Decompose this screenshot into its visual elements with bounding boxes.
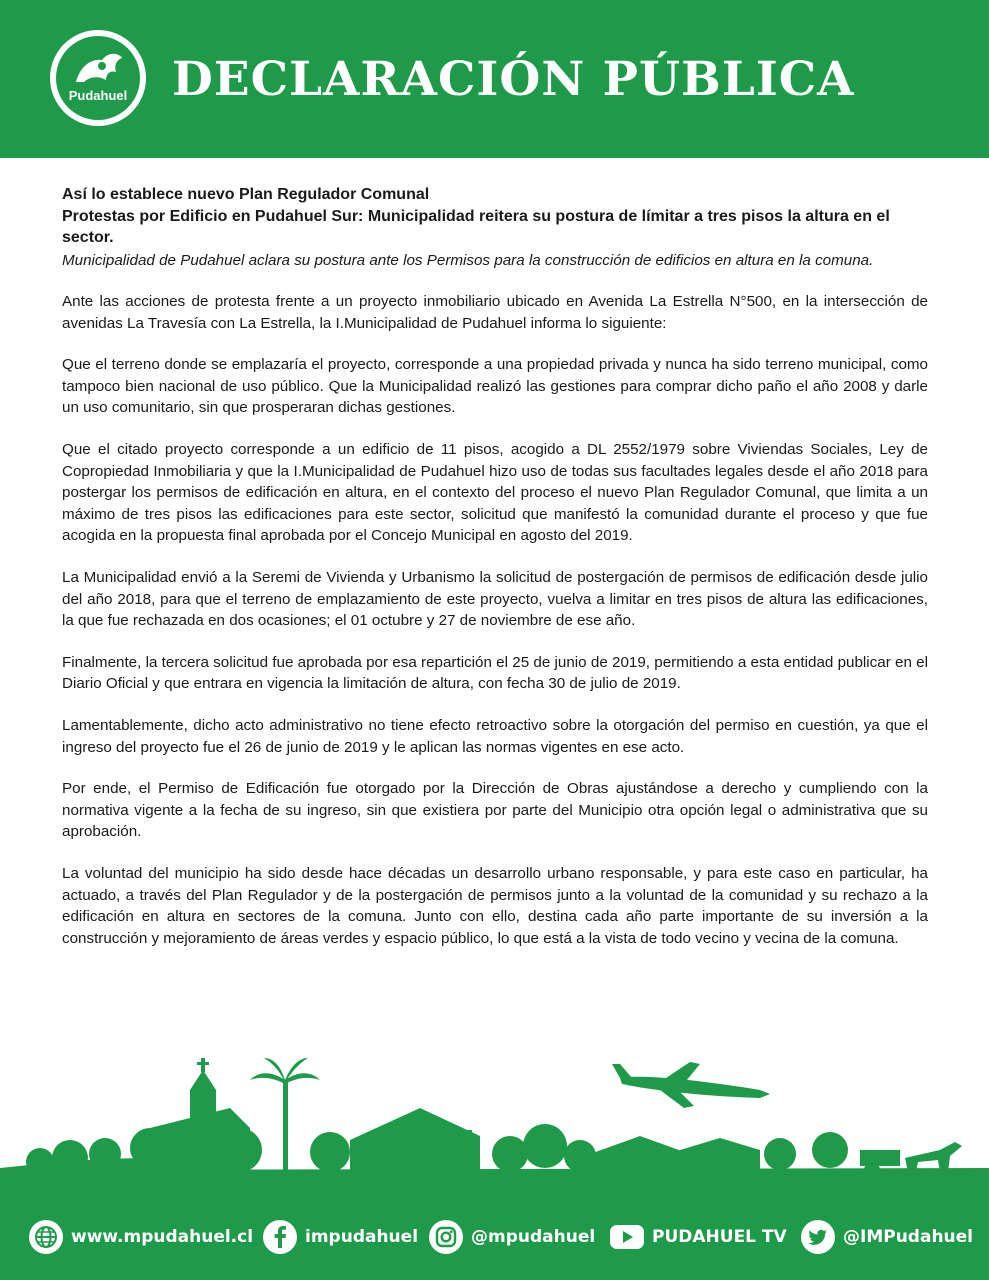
footer-youtube-link[interactable]: [609, 1217, 787, 1257]
footer-twitter-link[interactable]: [800, 1217, 973, 1257]
paragraph-1: Ante las acciones de protesta frente a un proyecto inmobiliario ubicado en Avenida La Estrella N°500, en la intersección de avenidas La Travesía con La Estrella, la I.Municipalidad de Pudahuel informa lo siguiente:: [62, 293, 928, 332]
paragraph-3: Que el citado proyecto corresponde a un edificio de 11 pisos, acogido a DL 2552/1979 sobre Viviendas Sociales, Ley de Copropiedad Inmobiliaria y que la I.Municipalidad de Pudahuel hizo uso de todas sus facultades legales desde el año 2018 para postergar los permisos de edificación en altura, en el contexto del proceso el nuevo Plan Regulador Comunal, que limita a un máximo de tres pisos las edificaciones para este sector, solicitud que manifestó la comunidad durante el proceso y que fue acogida en la propuesta final aprobada por el Concejo Municipal en agosto del 2019.: [62, 441, 928, 545]
youtube-icon: [609, 1219, 645, 1255]
footer-bar: [0, 1195, 989, 1280]
paragraph-5: Finalmente, la tercera solicitud fue aprobada por esa repartición el 25 de junio de 2019, permitiendo a esta entidad publicar en el Diario Oficial y que entrara en vigencia la limitación de altura, con fecha 30 de julio de 2019.: [62, 653, 928, 693]
article-lead: Municipalidad de Pudahuel aclara su postura ante los Permisos para la construcción de edificios en altura en la comuna.: [62, 251, 874, 269]
facebook-icon: [262, 1219, 298, 1255]
article-subtitle: Así lo establece nuevo Plan Regulador Comunal: [62, 186, 430, 203]
footer-twitter-label: @IMPudahuel: [843, 1227, 974, 1247]
globe-icon: [28, 1219, 64, 1255]
article-body: [62, 184, 928, 949]
footer-website-label: www.mpudahuel.cl: [71, 1227, 254, 1247]
footer-website-link[interactable]: [28, 1217, 253, 1257]
page-title: DECLARACIÓN PÚBLICA: [172, 52, 855, 107]
paragraph-4: La Municipalidad envió a la Seremi de Vivienda y Urbanismo la solicitud de postergación de permisos de edificación desde julio del año 2018, para que el terreno de emplazamiento de este proyecto, vuelva a limitar en tres pisos de altura las edificaciones, la que fue rechazada en dos ocasiones; el 01 octubre y 27 de noviembre de ese año.: [62, 569, 928, 630]
article-headline: Protestas por Edificio en Pudahuel Sur: Municipalidad reitera su postura de límitar a tres pisos la altura en el sector.: [62, 207, 890, 246]
town-skyline-illustration: [0, 1050, 989, 1195]
paragraph-2: Que el terreno donde se emplazaría el proyecto, corresponde a una propiedad privada y nunca ha sido terreno municipal, como tampoco bien nacional de uso público. Que la Municipalidad realizó las gestiones para comprar dicho paño el año 2008 y darle un uso comunitario, sin que prosperaran dichas gestiones.: [62, 356, 928, 417]
footer-facebook-link[interactable]: [262, 1217, 418, 1257]
logo-label: Pudahuel: [68, 88, 128, 103]
paragraph-8: La voluntad del municipio ha sido desde hace décadas un desarrollo urbano responsable, y para este caso en particular, ha actuado, a través del Plan Regulador y de la postergación de permisos junto a la voluntad de la comunidad y su rechazo a la edificación en altura en sectores de la comuna. Junto con ello, destina cada año parte importante de su inversión a la construcción y mejoramiento de áreas verdes y espacio público, lo que está a la vista de todo vecino y vecina de la comuna.: [62, 864, 928, 947]
eagle-icon: [56, 36, 140, 120]
paragraph-7: Por ende, el Permiso de Edificación fue otorgado por la Dirección de Obras ajustándose a derecho y cumpliendo con la normativa vigente a la fecha de su ingreso, sin que existiera por parte del Municipio otra opción legal o administrativa que su aprobación.: [62, 780, 928, 841]
twitter-icon: [800, 1219, 836, 1255]
instagram-icon: [428, 1219, 464, 1255]
footer-youtube-label: PUDAHUEL TV: [652, 1227, 787, 1247]
header-banner: [0, 0, 989, 158]
paragraph-6: Lamentablemente, dicho acto administrativo no tiene efecto retroactivo sobre la otorgación del permiso en cuestión, ya que el ingreso del proyecto fue el 26 de junio de 2019 y le aplican las normas vigentes en ese acto.: [62, 717, 928, 756]
footer-facebook-label: impudahuel: [305, 1227, 419, 1247]
footer-instagram-label: @mpudahuel: [471, 1227, 596, 1247]
pudahuel-logo: [50, 30, 146, 126]
footer-instagram-link[interactable]: [428, 1217, 595, 1257]
